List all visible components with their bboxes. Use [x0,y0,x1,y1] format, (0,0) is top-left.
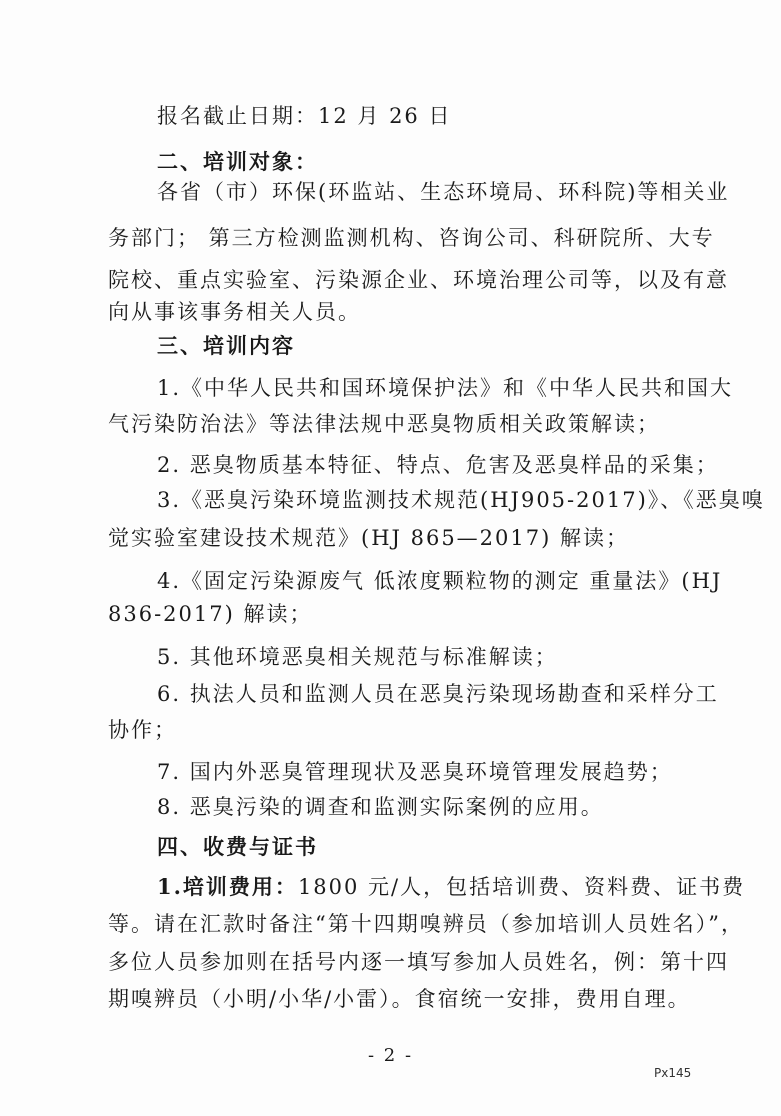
item-5: 5. 其他环境恶臭相关规范与标准解读； [157,645,558,669]
item-3-line-1: 3.《恶臭污染环境监测技术规范(HJ905-2017)》、《恶臭嗅 [157,488,765,512]
item-1-line-1: 1.《中华人民共和国环境保护法》和《中华人民共和国大 [157,376,734,400]
document-code: Px145 [654,1066,692,1080]
fee-line-1 [157,871,745,903]
section-2-line-4: 向从事该事务相关人员。 [108,300,361,324]
item-2: 2. 恶臭物质基本特征、特点、危害及恶臭样品的采集； [157,453,719,477]
item-8: 8. 恶臭污染的调查和监测实际案例的应用。 [157,795,604,819]
fee-line-4: 期嗅辨员（小明/小华/小雷）。食宿统一安排，费用自理。 [108,987,691,1011]
item-6-line-1: 6. 执法人员和监测人员在恶臭污染现场勘查和采样分工 [157,682,719,706]
fee-line-2: 等。请在汇款时备注“第十四期嗅辨员（参加培训人员姓名）”， [108,912,744,936]
page-number: - 2 - [367,1045,414,1066]
item-3-line-2: 觉实验室建设技术规范》(HJ 865—2017) 解读； [108,526,629,550]
item-4-line-1: 4.《固定污染源废气 低浓度颗粒物的测定 重量法》(HJ [157,569,723,593]
bleed-through-mark [330,132,360,162]
item-4-line-2: 836-2017) 解读； [108,602,313,626]
section-2-line-1: 各省（市）环保(环监站、生态环境局、环科院)等相关业 [157,180,730,204]
item-1-line-2: 气污染防治法》等法律法规中恶臭物质相关政策解读； [108,412,660,436]
fee-text: 1800 元/人，包括培训费、资料费、证书费 [297,875,746,899]
fee-line-3: 多位人员参加则在括号内逐一填写参加人员姓名，例：第十四 [108,950,729,974]
section-4-heading: 四、收费与证书 [157,834,318,859]
section-2-heading: 二、培训对象： [157,149,318,174]
item-6-line-2: 协作； [108,718,177,742]
fee-label: 1.培训费用： [157,874,298,899]
section-3-heading: 三、培训内容 [157,333,295,358]
section-2-line-2: 务部门； 第三方检测监测机构、咨询公司、科研院所、大专 [108,226,715,250]
item-7: 7. 国内外恶臭管理现状及恶臭环境管理发展趋势； [157,760,673,784]
section-2-line-3: 院校、重点实验室、污染源企业、环境治理公司等，以及有意 [108,268,729,292]
registration-deadline: 报名截止日期：12 月 26 日 [157,104,452,128]
